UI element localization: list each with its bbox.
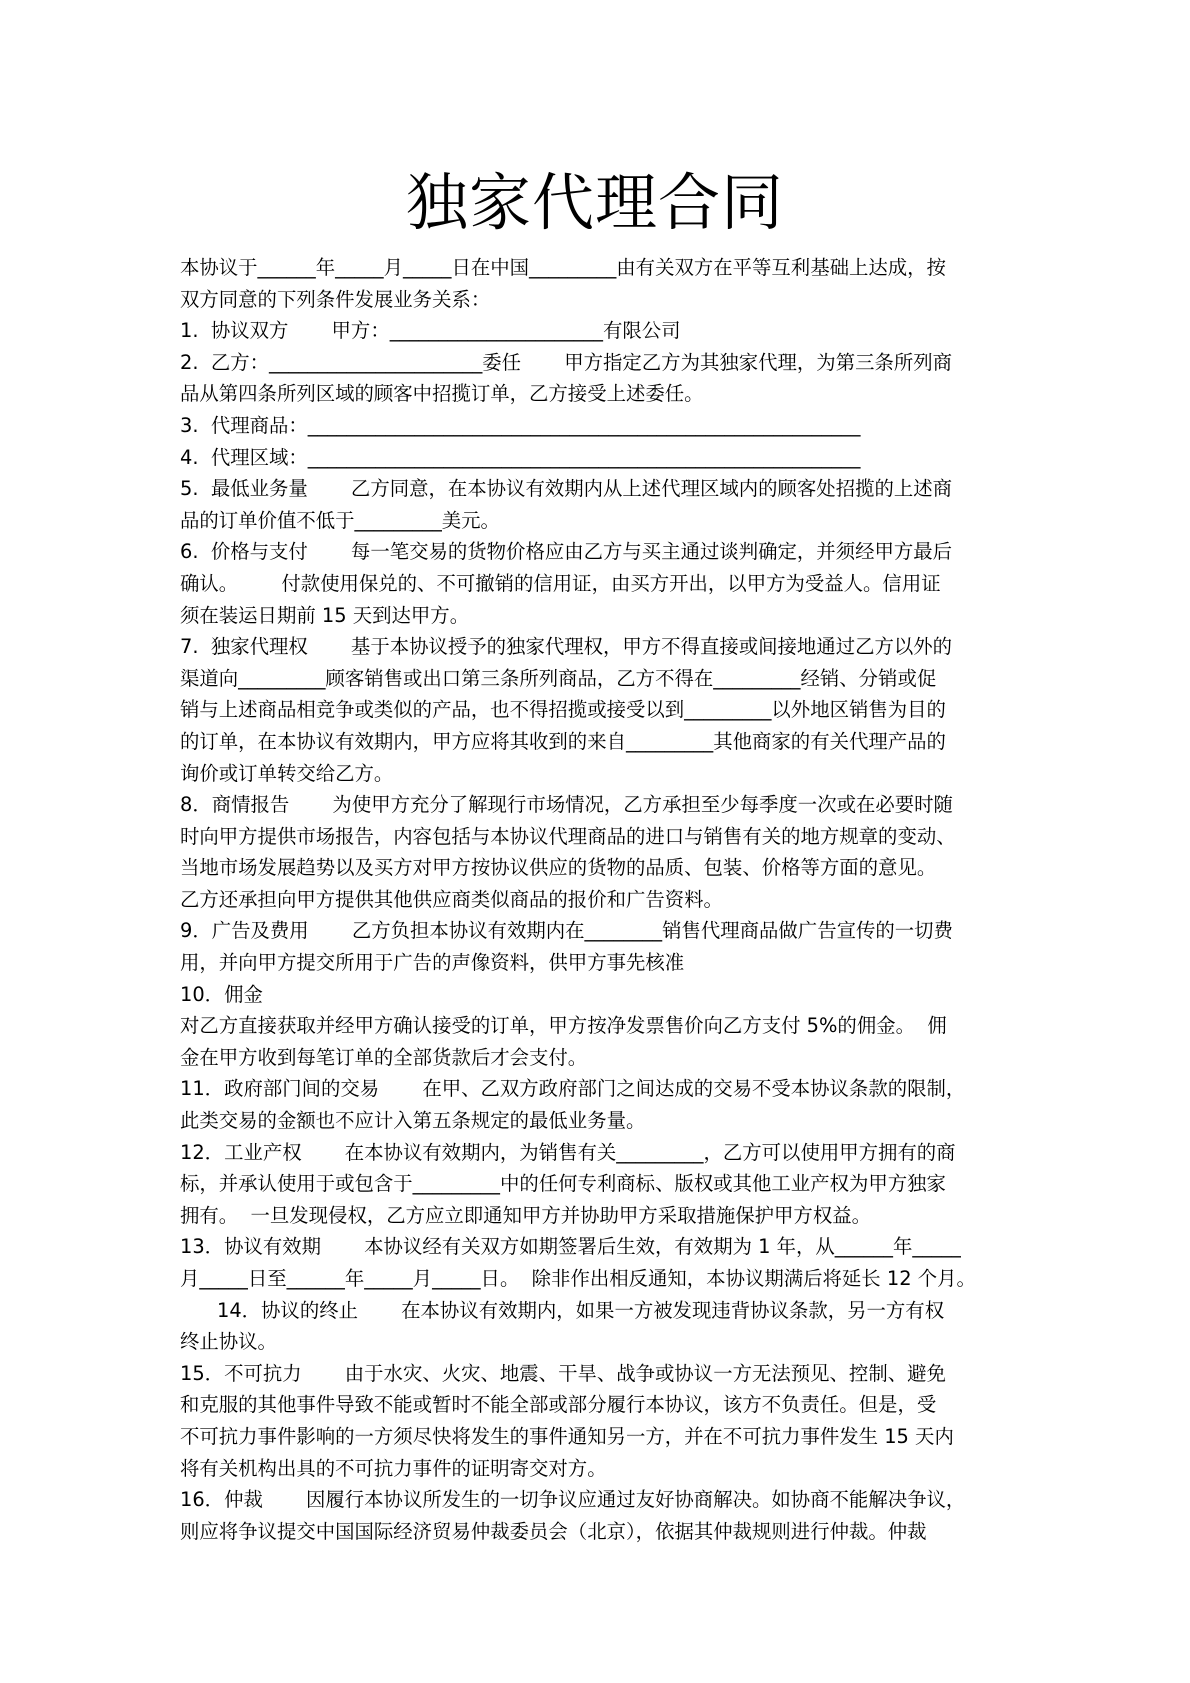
contract-line: 8．商情报告 为使甲方充分了解现行市场情况，乙方承担至少每季度一次或在必要时随 [180,793,953,817]
contract-line: 1. 协议双方 甲方：______________________有限公司 [180,319,681,343]
contract-line: 2. 乙方：______________________委任 甲方指定乙方为其独家代理，为第三条所列商 [180,350,953,374]
contract-line: 询价或订单转交给乙方。 [180,761,394,785]
contract-line: 13．协议有效期 本协议经有关双方如期签署后生效，有效期为 1 年，从______年_____ [180,1235,961,1259]
contract-line: 对乙方直接获取并经甲方确认接受的订单，甲方按净发票售价向乙方支付 5%的佣金。 佣 [180,1014,947,1038]
contract-line: 渠道向_________顾客销售或出口第三条所列商品，乙方不得在_________经销、分销或促 [180,666,937,690]
contract-line: 当地市场发展趋势以及买方对甲方按协议供应的货物的品质、包装、价格等方面的意见。 [180,856,937,880]
contract-line: 10．佣金 [180,982,263,1006]
contract-line: 5. 最低业务量 乙方同意，在本协议有效期内从上述代理区域内的顾客处招揽的上述商 [180,477,953,501]
contract-line: 9．广告及费用 乙方负担本协议有效期内在________销售代理商品做广告宣传的一切费 [180,919,953,943]
document-title: 独家代理合同 [405,166,784,239]
contract-line: 确认。 付款使用保兑的、不可撤销的信用证，由买方开出，以甲方为受益人。信用证 [180,571,941,595]
contract-line: 乙方还承担向甲方提供其他供应商类似商品的报价和广告资料。 [180,887,723,911]
contract-line: 双方同意的下列条件发展业务关系： [180,287,491,311]
contract-line: 时向甲方提供市场报告，内容包括与本协议代理商品的进口与销售有关的地方规章的变动、 [180,824,956,848]
contract-line: 11．政府部门间的交易 在甲、乙双方政府部门之间达成的交易不受本协议条款的限制， [180,1077,966,1101]
contract-line: 7. 独家代理权 基于本协议授予的独家代理权，甲方不得直接或间接地通过乙方以外的 [180,635,953,659]
contract-line: 16．仲裁 因履行本协议所发生的一切争议应通过友好协商解决。如协商不能解决争议， [180,1488,966,1512]
contract-line: 6. 价格与支付 每一笔交易的货物价格应由乙方与买主通过谈判确定，并须经甲方最后 [180,540,953,564]
contract-line: 拥有。 一旦发现侵权，乙方应立即通知甲方并协助甲方采取措施保护甲方权益。 [180,1203,871,1227]
contract-body [180,252,1020,1547]
contract-line: 品从第四条所列区域的顾客中招揽订单，乙方接受上述委任。 [180,382,704,406]
contract-line: 须在装运日期前 15 天到达甲方。 [180,603,470,627]
contract-line: 14．协议的终止 在本协议有效期内，如果一方被发现违背协议条款，另一方有权 [180,1298,945,1322]
contract-line: 将有关机构出具的不可抗力事件的证明寄交对方。 [180,1456,607,1480]
contract-line: 15．不可抗力 由于水灾、火灾、地震、干旱、战争或协议一方无法预见、控制、避免 [180,1361,946,1385]
contract-line: 月_____日至______年_____月_____日。 除非作出相反通知，本协议期满后将延长 12 个月。 [180,1267,976,1290]
contract-line: 销与上述商品相竞争或类似的产品，也不得招揽或接受以到_________以外地区销售为目的 [180,698,946,722]
contract-line: 3. 代理商品：_________________________________________________________ [180,413,861,437]
contract-line: 品的订单价值不低于_________美元。 [180,508,500,532]
contract-line: 则应将争议提交中国国际经济贸易仲裁委员会（北京），依据其仲裁规则进行仲裁。仲裁 [180,1519,927,1543]
contract-line: 不可抗力事件影响的一方须尽快将发生的事件通知另一方，并在不可抗力事件发生 15 天内 [180,1424,954,1448]
contract-line: 的订单，在本协议有效期内，甲方应将其收到的来自_________其他商家的有关代理产品的 [180,729,946,753]
contract-line: 金在甲方收到每笔订单的全部货款后才会支付。 [180,1045,588,1069]
contract-line: 4. 代理区域：_________________________________________________________ [180,445,861,469]
contract-line: 此类交易的金额也不应计入第五条规定的最低业务量。 [180,1109,646,1133]
contract-line: 本协议于______年_____月_____日在中国_________由有关双方在平等互利基础上达成，按 [180,256,946,279]
contract-line: 和克服的其他事件导致不能或暂时不能全部或部分履行本协议，该方不负责任。但是，受 [180,1393,937,1417]
contract-line: 用，并向甲方提交所用于广告的声像资料，供甲方事先核准 [180,951,685,975]
contract-line: 12．工业产权 在本协议有效期内，为销售有关_________，乙方可以使用甲方拥有的商 [180,1140,956,1164]
contract-line: 终止协议。 [180,1330,277,1354]
contract-line: 标，并承认使用于或包含于_________中的任何专利商标、版权或其他工业产权为甲方独家 [180,1172,946,1196]
